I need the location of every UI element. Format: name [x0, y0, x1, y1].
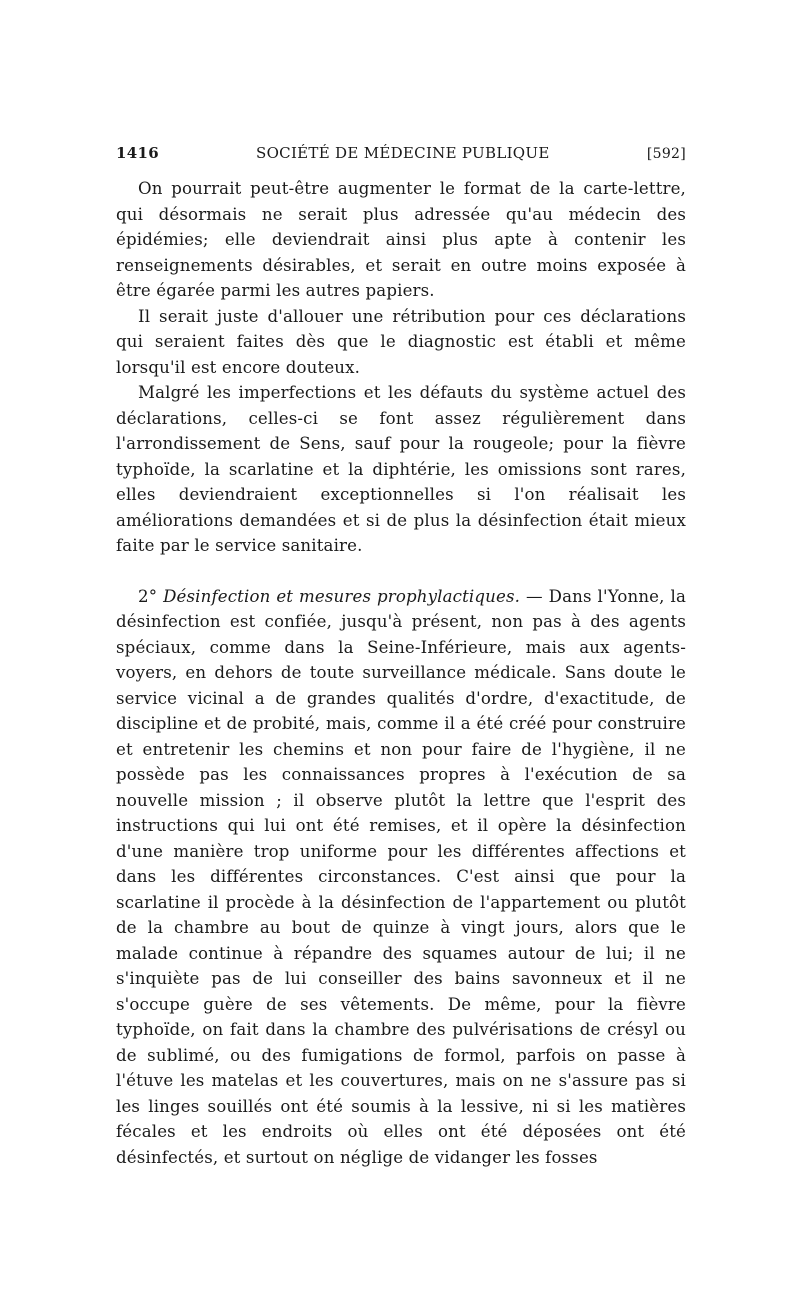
running-head	[116, 144, 686, 168]
section-paragraph	[116, 584, 686, 1171]
paragraph: Il serait juste d'allouer une rétribution pour ces déclarations qui seraient faites dès que le diagnostic est établi et même lorsqu'il est encore douteux.	[116, 306, 686, 377]
bracket-page-number: [592]	[646, 146, 686, 162]
section-text: — Dans l'Yonne, la désinfection est confiée, jusqu'à présent, non pas à des agents spéciaux, comme dans la Seine-Inférieure, mais aux agents-voyers, en dehors de toute surveillance médicale. Sans doute le service vicinal a de grandes qualités d'ordre, d'exactitude, de discipline et de probité, mais, comme il a été créé pour construire et entretenir les chemins et non pour faire de l'hygiène, il ne possède pas les connaissances propres à l'exécution de sa nouvelle mission ; il observe plutôt la lettre que l'esprit des instructions qui lui ont été remises, et il opère la désinfection d'une manière trop uniforme pour les différentes affections et dans les différentes circonstances. C'est ainsi que pour la scarlatine il procède à la désinfection de l'appartement ou plutôt de la chambre au bout de quinze à vingt jours, alors que le malade continue à répandre des squames autour de lui; il ne s'inquiète pas de lui conseiller des bains savonneux et il ne s'occupe guère de ses vêtements. De même, pour la fièvre typhoïde, on fait dans la chambre des pulvérisations de crésyl ou de sublimé, ou des fumigations de formol, parfois on passe à l'étuve les matelas et les couvertures, mais on ne s'assure pas si les linges souillés ont été soumis à la lessive, ni si les matières fécales et les endroits où elles ont été déposées ont été désinfectés, et surtout on néglige de vidanger les fosses	[116, 586, 686, 1167]
body-text	[116, 176, 686, 1170]
running-title: SOCIÉTÉ DE MÉDECINE PUBLIQUE	[256, 144, 550, 162]
section-number: 2°	[138, 586, 158, 606]
section-heading: Désinfection et mesures prophylactiques.	[163, 586, 521, 606]
paragraph: Malgré les imperfections et les défauts du système actuel des déclarations, celles-ci se font assez régulièrement dans l'arrondissement de Sens, sauf pour la rougeole; pour la fièvre typhoïde, la scarlatine et la diphtérie, les omissions sont rares, elles deviendraient exceptionnelles si l'on réalisait les améliorations demandées et si de plus la désinfection était mieux faite par le service sanitaire.	[116, 383, 686, 555]
paragraph: On pourrait peut-être augmenter le format de la carte-lettre, qui désormais ne serait plus adressée qu'au médecin des épidémies; elle deviendrait ainsi plus apte à contenir les renseignements désirables, et serait en outre moins exposée à être égarée parmi les autres papiers.	[116, 179, 686, 300]
page-number: 1416	[116, 144, 159, 162]
